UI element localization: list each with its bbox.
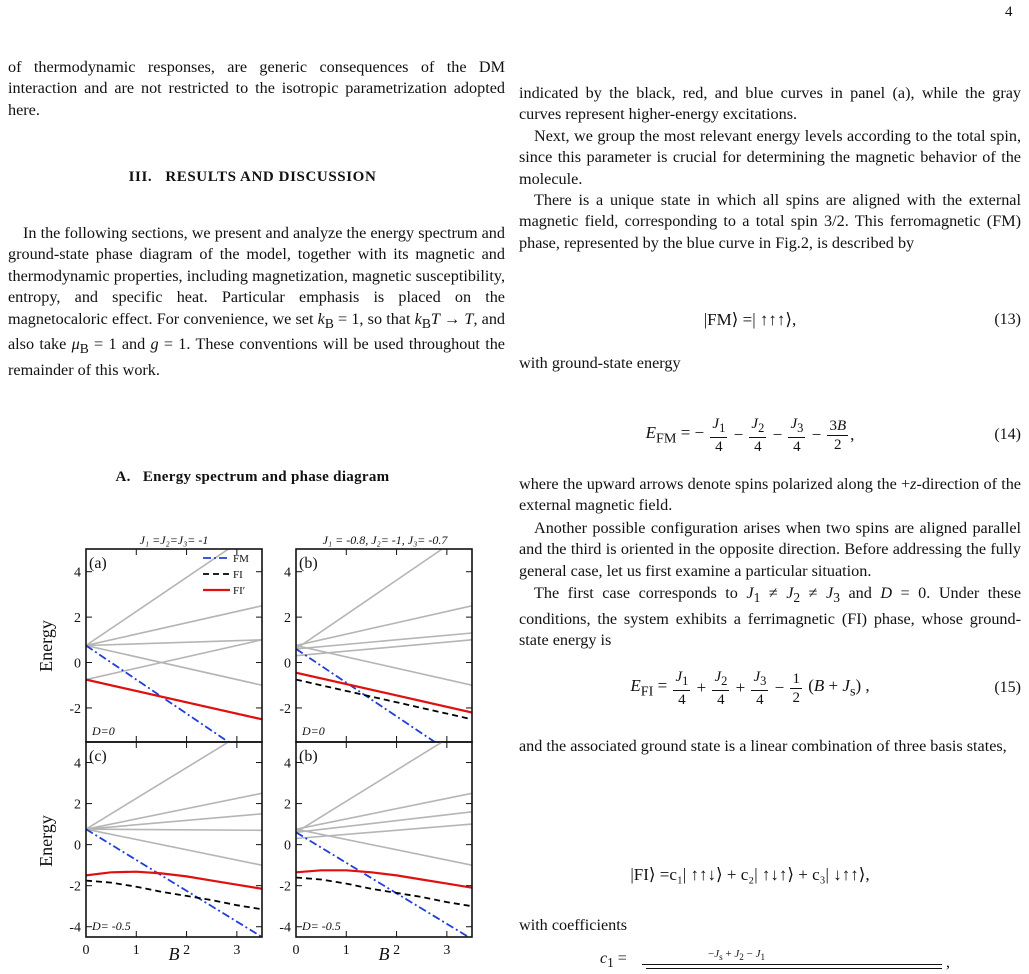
paragraph-text: There is a unique state in which all spins are aligned with the external magnetic field, corresponding to a total spin 3/2. This ferromagnetic (FM) phase, represented by the blue curve in Fig.2, is described by	[519, 191, 1021, 252]
paragraph-text: with ground-state energy	[519, 354, 681, 372]
text-after-eq13	[519, 353, 1021, 374]
equation-15	[519, 658, 1021, 718]
equation-15-body: $E_{FI}$ = $\frac{J_1}{4}$ + $\frac{J_2}{4}$ + $\frac{J_3}{4}$ − $\frac{1}{2}$ $(B + J_s)$ ,	[630, 668, 870, 708]
right-paragraph-3	[519, 190, 1021, 254]
excited-level-curve	[296, 633, 472, 649]
fm-curve	[296, 649, 472, 767]
panel-label: (b)	[299, 748, 318, 765]
text-coefficients	[519, 915, 1021, 936]
y-tick-label: -2	[69, 879, 81, 895]
y-tick-label: 4	[74, 756, 81, 772]
legend-fi-prime-label: FI′	[233, 585, 246, 597]
panel-label: (a)	[89, 555, 107, 572]
y-tick-label: 2	[74, 797, 81, 813]
legend-fi-label: FI	[233, 569, 243, 581]
d-parameter-label: D= -0.5	[302, 919, 341, 933]
left-continued-paragraph	[8, 57, 505, 121]
text-after-eq14	[519, 474, 1021, 517]
panel-label: (b)	[299, 555, 318, 572]
y-tick-label: 2	[74, 611, 81, 627]
equation-16-body: |FI⟩ =c₁| ↑↑↓⟩ + c₂| ↑↓↑⟩ + c₃| ↓↑↑⟩,	[630, 865, 870, 884]
excited-level-curve	[296, 812, 472, 833]
fi-curve	[296, 680, 472, 720]
x-tick-label: 0	[292, 943, 300, 958]
paragraph-text: where the upward arrows denote spins polarized along the +z-direction of the external magnetic field.	[519, 475, 1021, 515]
x-tick-label: 2	[183, 943, 191, 958]
x-tick-label: 1	[132, 943, 140, 958]
excited-level-curve	[86, 640, 262, 646]
y-tick-label: 0	[74, 656, 81, 672]
fi-prime-curve	[86, 680, 262, 720]
paragraph-text: indicated by the black, red, and blue curves in panel (a), while the gray curves represent higher-energy excitations.	[519, 84, 1021, 124]
excited-level-curve	[296, 829, 472, 865]
fi-prime-curve	[86, 872, 262, 889]
panel-curves	[86, 722, 262, 938]
x-axis-label: B	[378, 944, 390, 964]
x-axis-label: B	[168, 944, 180, 964]
excited-level-curve	[86, 646, 262, 686]
fm-curve	[86, 646, 262, 765]
plot-frame	[86, 742, 262, 937]
panel-label: (c)	[89, 748, 107, 765]
intro-paragraph-text: In the following sections, we present and analyze the energy spectrum and ground-state phase diagram of the model, together with its magnetic and thermodynamic properties, including magnetization, magnetic susceptibility, entropy, and specific heat. Particular emphasis is placed on the magnetocaloric effect. For convenience, we set $k_B = 1$, so that $k_BT \to T$, and also take $\mu_B = 1$ and g = 1. These conventions will be used throughout the remainder of this work.	[8, 224, 506, 379]
y-tick-label: -2	[279, 701, 291, 717]
y-tick-label: 0	[284, 838, 291, 854]
page-number: 4	[1005, 4, 1013, 20]
paragraph-text: with coefficients	[519, 916, 628, 934]
x-tick-label: 0	[82, 943, 90, 958]
text-after-eq15	[519, 736, 1021, 757]
excited-level-curve	[296, 724, 472, 833]
right-paragraph-1	[519, 83, 1021, 126]
right-paragraph-5	[519, 583, 1021, 651]
d-parameter-label: D= -0.5	[92, 919, 131, 933]
excited-level-curve	[296, 606, 472, 646]
energy-spectrum-plot	[30, 528, 505, 964]
equation-13-number: (13)	[994, 311, 1021, 328]
excited-level-curve	[86, 829, 262, 830]
section-heading: III. RESULTS AND DISCUSSION	[128, 169, 377, 185]
equation-16	[519, 855, 1021, 895]
excited-level-curve	[86, 793, 262, 829]
panel-title-left: J₁ =J₂=J₃= -1	[139, 533, 209, 547]
x-tick-label: 1	[342, 943, 350, 958]
y-tick-label: 4	[74, 565, 81, 581]
excited-level-curve	[296, 824, 472, 838]
excited-level-curve	[86, 814, 262, 829]
y-axis-label: Energy	[36, 620, 56, 672]
panel-curves	[296, 724, 472, 940]
equation-13	[519, 290, 1021, 350]
equation-13-body: |FM⟩ =| ↑↑↑⟩,	[703, 310, 797, 329]
x-tick-label: 2	[393, 943, 401, 958]
excited-level-curve	[86, 829, 262, 865]
fi-curve	[296, 878, 472, 907]
y-tick-label: 4	[284, 756, 291, 772]
y-tick-label: -2	[279, 879, 291, 895]
y-tick-label: -4	[279, 920, 291, 936]
excited-level-curve	[296, 793, 472, 829]
excited-level-curve	[86, 640, 262, 680]
y-tick-label: -2	[69, 701, 81, 717]
paragraph-text: Another possible configuration arises when two spins are aligned parallel and the third is oriented in the opposite direction. Before addressing the fully general case, let us first examine a particular situation.	[519, 519, 1021, 580]
excited-level-curve	[86, 606, 262, 646]
x-tick-label: 3	[443, 943, 451, 958]
paragraph-text: Next, we group the most relevant energy levels according to the total spin, since this parameter is crucial for determining the magnetic behavior of the molecule.	[519, 127, 1021, 188]
subsection-heading: A. Energy spectrum and phase diagram	[115, 469, 390, 485]
y-tick-label: -4	[69, 920, 81, 936]
y-tick-label: 4	[284, 565, 291, 581]
equation-c1-partial: $c_1$ = $-J_s + J_2 - J_1$ ,	[600, 948, 950, 971]
paragraph-text: of thermodynamic responses, are generic consequences of the DM interaction and are not restricted to the isotropic parametrization adopted here.	[8, 58, 505, 119]
y-axis-label: Energy	[36, 815, 56, 867]
y-tick-label: 2	[284, 797, 291, 813]
plot-frame	[296, 742, 472, 937]
y-tick-label: 0	[74, 838, 81, 854]
y-tick-label: 0	[284, 656, 291, 672]
d-parameter-label: D=0	[92, 724, 115, 738]
y-tick-label: 2	[284, 611, 291, 627]
panel-title-right: J₁ = -0.8, J₂= -1, J₃= -0.7	[322, 533, 448, 547]
equation-14	[519, 405, 1021, 465]
equation-15-number: (15)	[994, 679, 1021, 696]
equation-14-number: (14)	[994, 426, 1021, 443]
right-paragraph-4	[519, 518, 1021, 582]
paragraph-text: and the associated ground state is a linear combination of three basis states,	[519, 737, 1007, 755]
right-paragraph-2	[519, 126, 1021, 190]
intro-paragraph	[8, 223, 505, 381]
x-tick-label: 3	[233, 943, 241, 958]
equation-14-body: $E_{FM}$ = − $\frac{J_1}{4}$ − $\frac{J_2}{4}$ − $\frac{J_3}{4}$ − $\frac{3B}{2}$ ,	[645, 415, 855, 455]
legend-fm-label: FM	[233, 553, 249, 565]
energy-spectrum-figure	[30, 528, 505, 964]
d-parameter-label: D=0	[302, 724, 325, 738]
excited-level-curve	[296, 640, 472, 656]
paragraph-text: The first case corresponds to $J_1 \ne J_2 \ne J_3$ and D = 0. Under these conditions, the system exhibits a ferrimagnetic (FI) phase, whose ground-state energy is	[519, 584, 1022, 650]
